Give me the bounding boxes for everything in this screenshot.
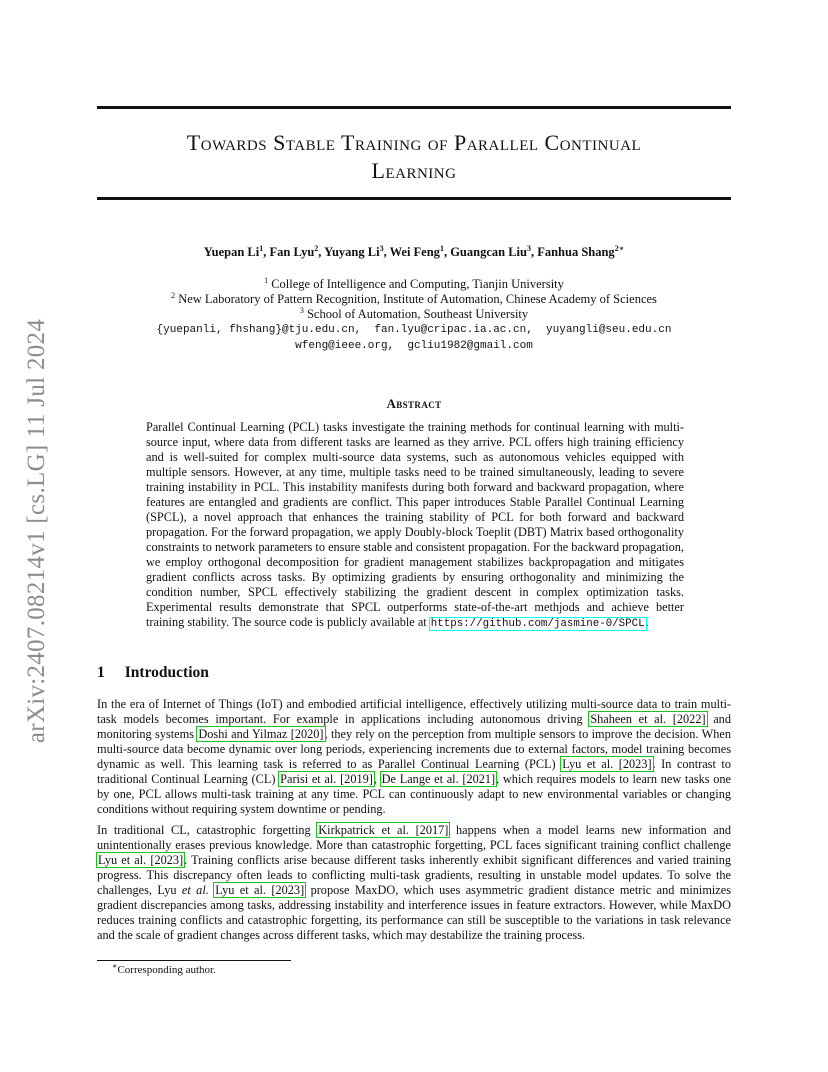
para-text: , they rely on the perception from multiple sensors to improve the decision. When multi-source data become dynamic over long periods, experiencing increments due to external factors, model training becomes dynamic as well. This learning task is referred to as Parallel Continual Learning (PCL) [97,727,731,771]
paper-title [97,129,731,185]
author: Wei Feng [389,245,440,259]
title-line-2: Learning [371,158,457,183]
title-line-1: Towards Stable Training of Parallel Continual [186,130,642,155]
para-text: . Training conflicts arise because different tasks inherently exhibit significant differences and varied training progress. This discrepancy often leads to conflicting multi-task gradients, resulting in unstable model updates. To solve the challenges, Lyu [97,853,731,897]
section-heading [97,664,209,682]
abstract-text: Parallel Continual Learning (PCL) tasks investigate the training methods for continual learning with multi-source input, where data from different tasks are learned as they arrive. PCL offers high training efficiency and is well-suited for complex multi-source data systems, such as autonomous vehicles equipped with multiple sensors. However, at any time, multiple tasks need to be trained simultaneously, leading to severe training instability in PCL. This instability manifests during both forward and backward propagation, where features are entangled and gradients are conflict. This paper introduces Stable Parallel Continual Learning (SPCL), a novel approach that enhances the training stability of PCL for both forward and backward propagation. For the forward propagation, we apply Doubly-block Toeplit (DBT) Matrix based orthogonality constraints to network parameters to ensure stable and consistent propagation. For the backward propagation, we employ orthogonal decomposition for gradient management stabilizes backpropagation and mitigates gradient conflicts across tasks. By optimizing gradients by ensuring orthogonality and minimizing the condition number, SPCL effectively stabilizing the gradient descent in complex optimization tasks. Experimental results demonstrate that SPCL outperforms state-of-the-art methjods and achieve better training stability. The source code is publicly available at [146,420,684,629]
source-code-link[interactable]: https://github.com/jasmine-0/SPCL [430,618,645,630]
abstract-body [146,420,684,632]
para-text: In the era of Internet of Things (IoT) and embodied artificial intelligence, effectively utilizing multi-source data to train multi-task models becomes important. For example in applications including autonomous driving [97,697,731,726]
author: Fan Lyu [269,245,315,259]
para-text: happens when a model learns new information and unintentionally erases previous knowledge. More than catastrophic forgetting, PCL faces significant training conflict challenge [97,823,731,852]
author-list: Yuepan Li$^1$, Fan Lyu$^2$, Yuyang Li$^3$, Wei Feng$^1$, Guangcan Liu$^3$, Fanhua Shang$^{2∗}$ [203,243,625,259]
affiliation [97,292,731,307]
affil-mark: 1 [264,275,269,285]
author-affil-mark: 3 [379,243,384,253]
citation-link[interactable]: Shaheen et al. [2022] [590,712,706,726]
author-affil-mark: 2 [314,243,319,253]
section-number: 1 [97,664,105,681]
citation-link[interactable]: De Lange et al. [2021] [381,772,496,786]
author-affil-mark: 1 [259,243,264,253]
affil-mark: 2 [171,290,176,300]
arxiv-sidebar-stamp [22,296,52,766]
footnote-rule [97,960,291,961]
para-text: In traditional CL, catastrophic forgetting [97,823,318,837]
para-text: . In contrast to traditional Continual Learning (CL) [97,757,731,786]
footnote [112,961,216,976]
intro-paragraph-2 [97,823,731,943]
citation-link[interactable]: Doshi and Yilmaz [2020] [198,727,324,741]
para-text: propose MaxDO, which uses asymmetric gradient distance metric and minimizes gradient discrepancies among tasks, addressing instability and interference issues in feature extractors. However, while MaxDO reduces training conflicts and catastrophic forgetting, its performance can still be susceptible to the variations in task relevance and the scale of gradient changes across different tasks, which may destabilize the training process. [97,883,732,942]
citation-link[interactable]: Lyu et al. [2023] [562,757,652,771]
para-text: , [373,772,381,786]
citation-link[interactable]: Lyu et al. [2023] [215,883,305,897]
abstract-heading: Abstract [386,396,442,411]
footnote-mark: ∗ [112,961,118,971]
author: Yuyang Li [324,245,380,259]
affiliation [97,307,731,322]
title-top-rule [97,106,731,109]
citation-link[interactable]: Lyu et al. [2023] [98,853,184,867]
author: Guangcan Liu [450,245,527,259]
affil-text: School of Automation, Southeast University [306,307,529,321]
arxiv-identifier: arXiv:2407.08214v1 [cs.LG] 11 Jul 2024 [23,318,50,744]
para-text: , which requires models to learn new tasks one by one, PCL allows multi-task training at any time. PCL can continuously adapt to new environmental variables or changing conditions without requiring system downtime or pending. [97,772,731,816]
author-affil-mark: 2∗ [614,243,625,253]
title-bottom-rule [97,197,731,200]
affil-mark: 3 [299,305,304,315]
affil-text: New Laboratory of Pattern Recognition, Institute of Automation, Chinese Academy of Sciences [178,292,657,306]
affiliation [97,277,731,292]
author: Fanhua Shang [537,245,615,259]
emphasis: et al. [181,883,209,897]
email-line: wfeng@ieee.org, gcliu1982@gmail.com [295,340,533,352]
section-title: Introduction [124,664,209,681]
author-affil-mark: 1 [439,243,444,253]
footnote-text: Corresponding author. [117,964,216,976]
citation-link[interactable]: Parisi et al. [2019] [280,772,373,786]
abstract-end: . [645,615,649,629]
para-text: and monitoring systems [97,712,731,741]
author: Yuepan Li [203,245,260,259]
author-affil-mark: 3 [526,243,531,253]
citation-link[interactable]: Kirkpatrick et al. [2017] [318,823,449,837]
intro-paragraph-1 [97,697,731,817]
affil-text: College of Intelligence and Computing, Tianjin University [271,277,564,291]
email-line: {yuepanli, fhshang}@tju.edu.cn, fan.lyu@cripac.ia.ac.cn, yuyangli@seu.edu.cn [156,324,672,336]
